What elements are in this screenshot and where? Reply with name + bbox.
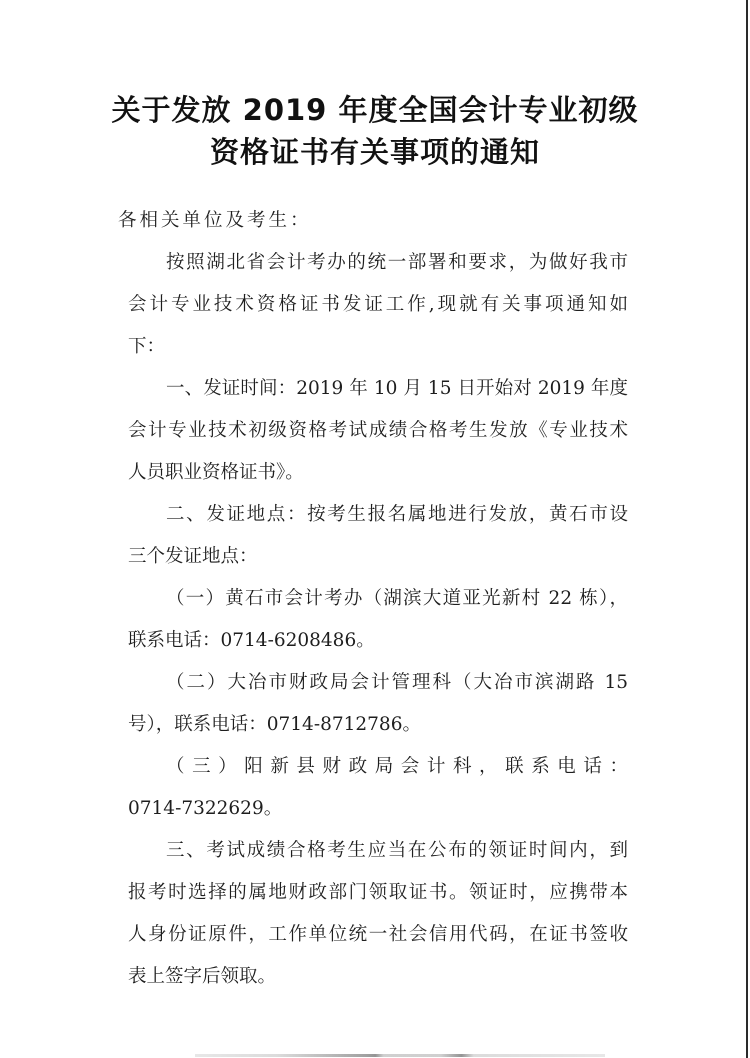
intro-line-1: 按照湖北省会计考办的统一部署和要求，为做好我市 bbox=[166, 252, 628, 273]
location3-line-2: 0714-7322629。 bbox=[128, 798, 283, 819]
section2-line-1: 二、发证地点：按考生报名属地进行发放，黄石市设 bbox=[166, 504, 628, 525]
salutation: 各相关单位及考生： bbox=[118, 210, 312, 231]
section1-line-2: 会计专业技术初级资格考试成绩合格考生发放《专业技术 bbox=[128, 420, 628, 441]
section3-line-4: 表上签字后领取。 bbox=[128, 966, 277, 987]
location2-line-2: 号），联系电话：0714-8712786。 bbox=[128, 714, 421, 735]
document-title-line-2: 资格证书有关事项的通知 bbox=[209, 135, 540, 169]
section1-line-1: 一、发证时间：2019 年 10 月 15 日开始对 2019 年度 bbox=[166, 378, 628, 399]
location1-line-2: 联系电话：0714-6208486。 bbox=[128, 630, 375, 651]
section3-line-2: 报考时选择的属地财政部门领取证书。领证时，应携带本 bbox=[128, 882, 628, 903]
scan-artifact-marks bbox=[195, 1054, 605, 1057]
location2-line-1: （二）大冶市财政局会计管理科（大冶市滨湖路 15 bbox=[166, 672, 628, 693]
section3-line-1: 三、考试成绩合格考生应当在公布的领证时间内，到 bbox=[166, 840, 628, 861]
document-title-line-1: 关于发放 2019 年度全国会计专业初级 bbox=[111, 93, 639, 127]
section3-line-3: 人身份证原件，工作单位统一社会信用代码，在证书签收 bbox=[128, 924, 628, 945]
section1-line-3: 人员职业资格证书》。 bbox=[128, 462, 304, 483]
location3-line-1: （三）阳新县财政局会计科，联系电话： bbox=[166, 756, 628, 777]
location1-line-1: （一）黄石市会计考办（湖滨大道亚光新村 22 栋）， bbox=[166, 588, 628, 609]
intro-line-2: 会计专业技术资格证书发证工作,现就有关事项通知如 bbox=[128, 294, 628, 315]
section2-line-2: 三个发证地点： bbox=[128, 546, 258, 567]
intro-line-3: 下： bbox=[128, 336, 166, 357]
